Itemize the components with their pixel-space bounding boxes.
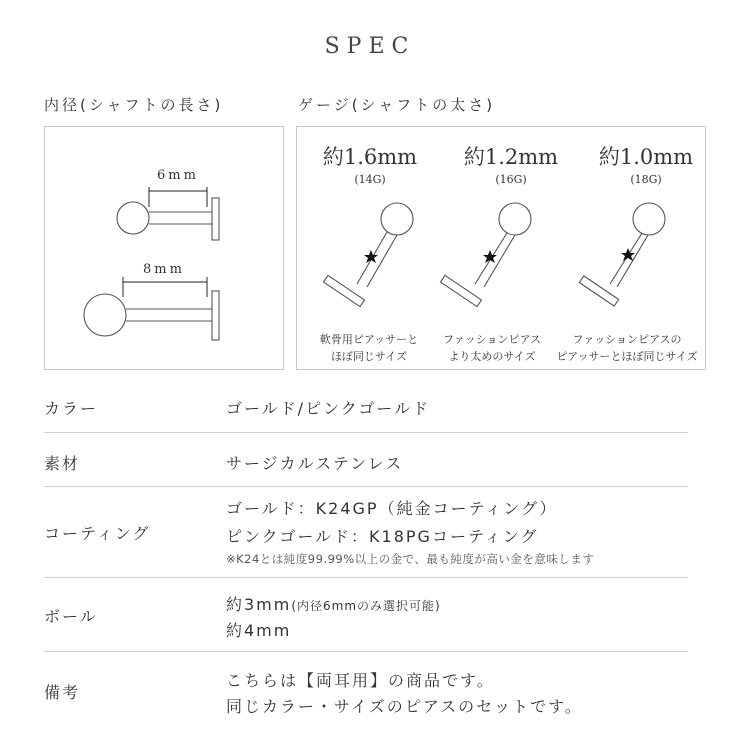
gauge-g: (18G): [630, 173, 662, 186]
dim-6mm: 6mm: [157, 168, 199, 183]
remarks-label: 備考: [44, 683, 81, 702]
ball-size-note: (内径6mmのみ選択可能): [291, 599, 441, 613]
gauge-desc-16g: [417, 331, 567, 365]
desc-line: ファッションピアス: [442, 333, 542, 346]
labret-length-diagram: [45, 127, 285, 371]
divider: [44, 651, 688, 652]
coating-note: ※K24とは純度99.99%以上の金で、最も純度が高い金を意味します: [226, 552, 595, 566]
desc-line: ファッションピアスの: [572, 333, 682, 346]
ball-line2: 約4mm: [226, 621, 292, 640]
inner-diameter-label: 内径(シャフトの長さ): [44, 96, 224, 114]
gauge-g: (16G): [495, 173, 527, 186]
gauge-16g: [446, 141, 576, 186]
divider: [44, 577, 688, 578]
ball-3mm-icon: [117, 202, 149, 234]
dim-8mm: 8mm: [143, 262, 185, 277]
color-value: ゴールド/ピンクゴールド: [226, 399, 431, 418]
inner-diameter-panel: [44, 126, 284, 370]
gauge-14g: [305, 141, 435, 186]
remarks-line1: こちらは【両耳用】の商品です。: [226, 671, 495, 690]
divider: [44, 486, 688, 487]
gauge-mm: 約1.2mm: [463, 145, 559, 169]
ball-line1: [226, 592, 441, 615]
desc-line: より太めのサイズ: [448, 350, 536, 363]
gauge-panel: [296, 126, 706, 370]
desc-line: ピアッサーとほぼ同じサイズ: [556, 350, 698, 363]
coating-label: コーティング: [44, 524, 151, 543]
material-label: 素材: [44, 454, 81, 473]
gauge-g: (14G): [354, 173, 386, 186]
page-title: SPEC: [324, 34, 416, 59]
material-value: サージカルステンレス: [226, 454, 404, 473]
gauge-desc-18g: [552, 331, 702, 365]
color-label: カラー: [44, 399, 99, 418]
gauge-18g: [581, 141, 711, 186]
desc-line: ほぼ同じサイズ: [330, 350, 408, 363]
remarks-line2: 同じカラー・サイズのピアスのセットです。: [226, 697, 583, 716]
ball-4mm-icon: [84, 294, 126, 336]
coating-line2: ピンクゴールド：K18PGコーティング: [226, 527, 539, 546]
ball-label: ボール: [44, 607, 98, 626]
gauge-mm: 約1.6mm: [322, 145, 418, 169]
gauge-mm: 約1.0mm: [598, 145, 694, 169]
star-icon: [621, 248, 635, 261]
desc-line: 軟骨用ピアッサーと: [319, 333, 419, 346]
divider: [44, 432, 688, 433]
coating-line1: ゴールド：K24GP（純金コーティング）: [226, 499, 558, 518]
gauge-label: ゲージ(シャフトの太さ): [298, 96, 496, 114]
ball-size-3mm: 約3mm: [226, 595, 292, 614]
